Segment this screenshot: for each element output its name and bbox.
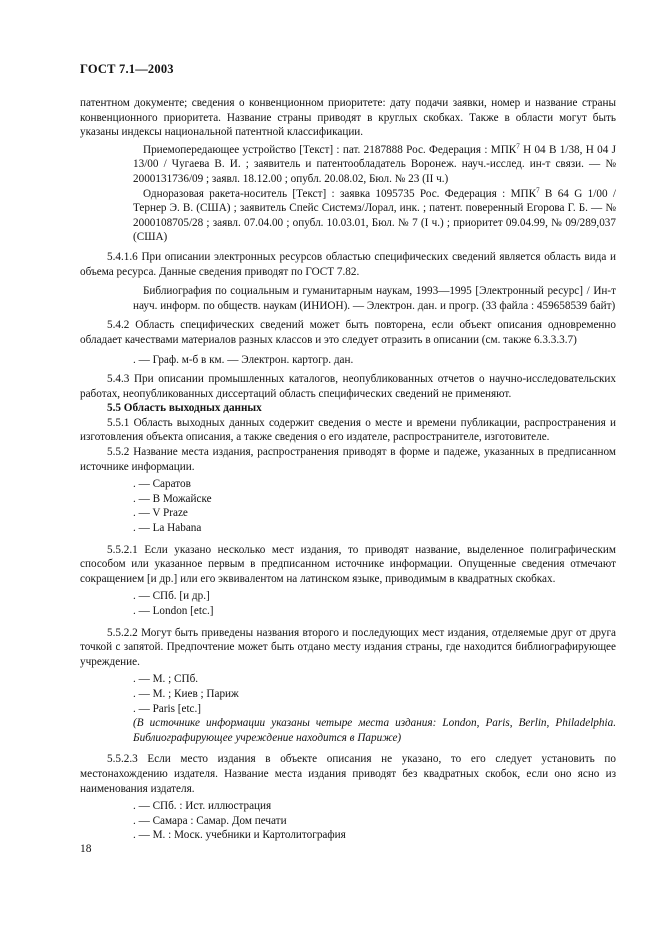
list-item: . — V Praze: [133, 507, 188, 520]
list-item: . — СПб. : Ист. иллюстрация: [133, 800, 272, 813]
list-item: . — М. : Моск. учебники и Картолитография: [133, 829, 346, 842]
example-patent-1: [133, 143, 616, 187]
list-item: . — В Можайске: [133, 492, 212, 505]
list-item: . — М. ; СПб.: [133, 673, 199, 686]
paragraph-5-5-2-1: 5.5.2.1 Если указано несколько мест издания, то приводят название, выделенное полиграфическим способом или указанное первым в предписанном источнике информации. Опущенные сведения отмечают сокращением [и др.] или его эквивалентом на латинском языке, приводимым в квадратных скобках.: [80, 543, 616, 585]
document-header: ГОСТ 7.1—2003: [80, 62, 174, 76]
example-patent-1-text: Приемопередающее устройство [Текст] : пат. 2187888 Рос. Федерация : МПК: [143, 143, 517, 156]
list-item: . — London [etc.]: [133, 605, 214, 617]
list-item: . — Саратов: [133, 478, 191, 491]
paragraph-5-5-1: 5.5.1 Область выходных данных содержит сведения о месте и времени публикации, распространения и изготовления объекта описания, а также сведения о его издателе, распространителе, изготовителе.: [80, 416, 616, 444]
list-item: . — La Habana: [133, 522, 202, 535]
section-heading-5-5: 5.5 Область выходных данных: [107, 402, 262, 415]
list-item: . — СПб. [и др.]: [133, 590, 210, 603]
paragraph-5-5-2: 5.5.2 Название места издания, распространения приводят в форме и падеже, указанных в предписанном источнике информации.: [80, 446, 616, 473]
example-electronic-resource: Библиография по социальным и гуманитарным наукам, 1993—1995 [Электронный ресурс] / Ин-т науч. информ. по обществ. наукам (ИНИОН). — Электрон. дан. и прогр. (33 файла : 459658539 байт): [133, 285, 616, 312]
example-patent-2-text: Одноразовая ракета-носитель [Текст] : заявка 1095735 Рос. Федерация : МПК: [143, 187, 537, 200]
page-number: 18: [80, 843, 92, 855]
example-patent-1-rest: Н 04 В 1/38, Н 04 J 13/00 / Чугаева В. И. ; заявитель и патентообладатель Воронеж. науч.-исслед. ин-т связи. — № 2000131736/09 ; заявл. 18.12.00 ; опубл. 20.08.02, Бюл. № 23 (II ч.): [133, 143, 616, 185]
paragraph-patent-continuation: патентном документе; сведения о конвенционном приоритете: дату подачи заявки, номер и название страны конвенционного приоритета. Название страны приводят в круглых скобках. Также в области могут быть указаны индексы национальной патентной классификации.: [80, 97, 616, 139]
list-item: . — Самара : Самар. Дом печати: [133, 814, 287, 827]
example-patent-2-rest: В 64 G 1/00 / Тернер Э. В. (США) ; заявитель Спейс Системз/Лорал, инк. ; патент. поверенный Егорова Г. Б. — № 2000108705/28 ; заявл. 07.04.00 ; опубл. 10.03.01, Бюл. № 7 (I ч.) ; приоритет 09.04.99, № 09/289,037 (США): [133, 187, 616, 244]
document-body: [80, 96, 616, 843]
list-item: . — Paris [etc.]: [133, 702, 202, 715]
paragraph-5-4-1-6: 5.4.1.6 При описании электронных ресурсов областью специфических сведений является область вида и объема ресурса. Данные сведения приводят по ГОСТ 7.82.: [80, 250, 616, 278]
paragraph-5-5-2-3: 5.5.2.3 Если место издания в объекте описания не указано, то его следует установить по местонахождению издателя. Название места издания приводят без квадратных скобок, если оно ясно из наименования издателя.: [80, 753, 616, 795]
paragraph-5-4-3: 5.4.3 При описании промышленных каталогов, неопубликованных отчетов о научно-исследовательских работах, неопубликованных диссертаций область специфических сведений не применяют.: [80, 373, 616, 400]
italic-note: (В источнике информации указаны четыре места издания: London, Paris, Berlin, Philadelphia. Библиографирующее учреждение находится в Париже): [133, 717, 616, 744]
example-map-scale: . — Граф. м-б в км. — Электрон. картогр. дан.: [133, 353, 354, 366]
paragraph-5-4-2: 5.4.2 Область специфических сведений может быть повторена, если объект описания одновременно обладает качествами материалов разных классов и это следует отразить в описании (см. также 6.3.3.3.7): [80, 319, 616, 346]
paragraph-5-5-2-2: 5.5.2.2 Могут быть приведены названия второго и последующих мест издания, отделяемые друг от друга точкой с запятой. Предпочтение может быть отдано месту издания страны, где находится библиографирующее учреждение.: [80, 626, 616, 668]
example-patent-1-sup: 7: [516, 142, 520, 151]
example-patent-2-sup: 7: [536, 185, 540, 194]
list-item: . — М. ; Киев ; Париж: [133, 687, 239, 700]
example-patent-2: [133, 187, 616, 245]
